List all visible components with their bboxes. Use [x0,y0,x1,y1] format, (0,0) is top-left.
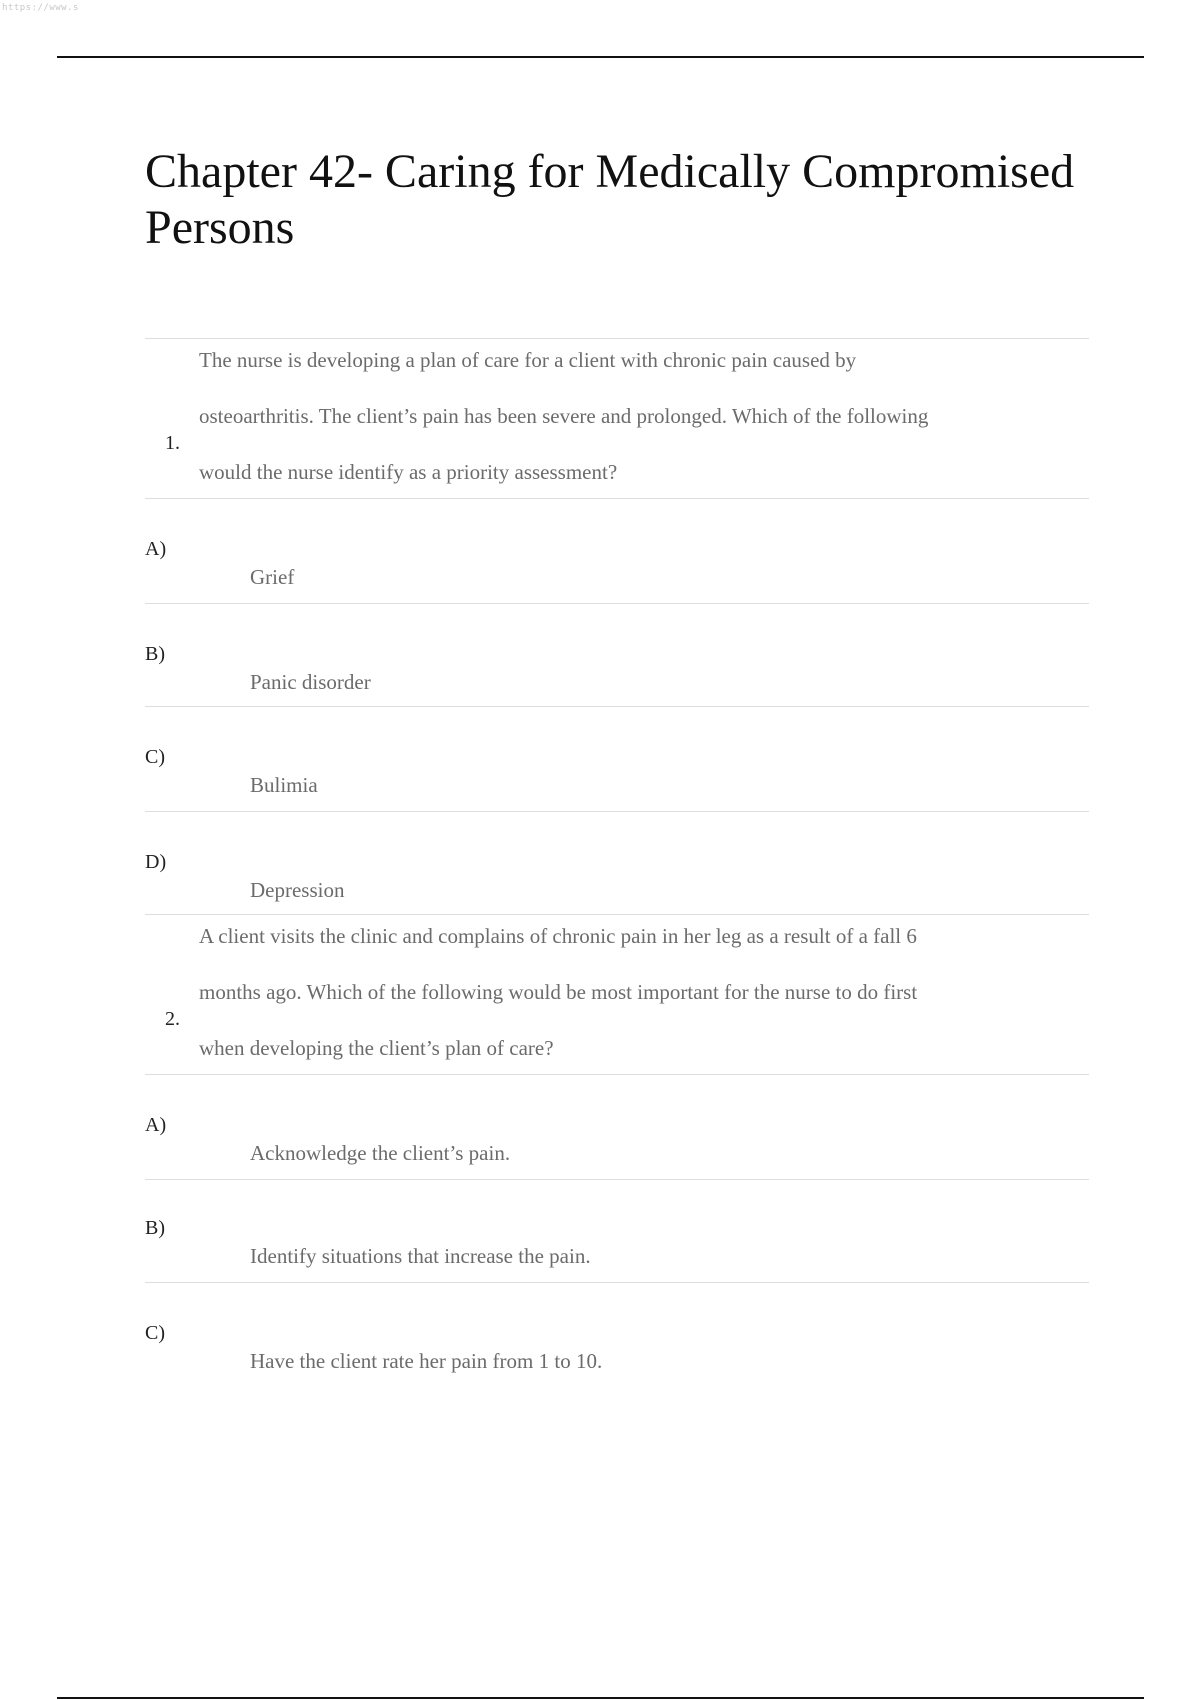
chapter-title: Chapter 42- Caring for Medically Compromised Persons [145,145,1075,254]
option-letter: C) [145,746,165,768]
question-divider [145,338,1089,339]
option-divider [145,1074,1089,1075]
question-stem-line: when developing the client’s plan of care? [199,1036,554,1060]
option-divider [145,1282,1089,1283]
option-letter: A) [145,538,167,560]
option-letter: B) [145,1217,165,1239]
option-text: Grief [250,565,295,589]
url-stub: https://www.s [2,3,79,13]
option-letter: A) [145,1114,167,1136]
question-stem-line: months ago. Which of the following would be most important for the nurse to do first [199,980,918,1004]
question-stem-line: The nurse is developing a plan of care for a client with chronic pain caused by [199,348,857,372]
option-divider [145,498,1089,499]
question-number: 1. [165,432,180,454]
option-letter: D) [145,851,167,873]
question-stem-line: A client visits the clinic and complains of chronic pain in her leg as a result of a fall 6 [199,924,917,948]
question-number: 2. [165,1008,180,1030]
top-rule [57,56,1144,58]
option-text: Have the client rate her pain from 1 to 10. [250,1349,603,1373]
option-text: Identify situations that increase the pain. [250,1244,591,1268]
option-text: Panic disorder [250,670,371,694]
option-letter: B) [145,643,165,665]
question-stem-line: osteoarthritis. The client’s pain has been severe and prolonged. Which of the following [199,404,929,428]
bottom-rule [57,1697,1144,1699]
option-letter: C) [145,1322,165,1344]
question-stem-line: would the nurse identify as a priority assessment? [199,460,618,484]
option-text: Bulimia [250,773,318,797]
option-text: Depression [250,878,345,902]
option-divider [145,1179,1089,1180]
option-divider [145,706,1089,707]
option-text: Acknowledge the client’s pain. [250,1141,511,1165]
option-divider [145,811,1089,812]
option-divider [145,603,1089,604]
question-divider [145,914,1089,915]
